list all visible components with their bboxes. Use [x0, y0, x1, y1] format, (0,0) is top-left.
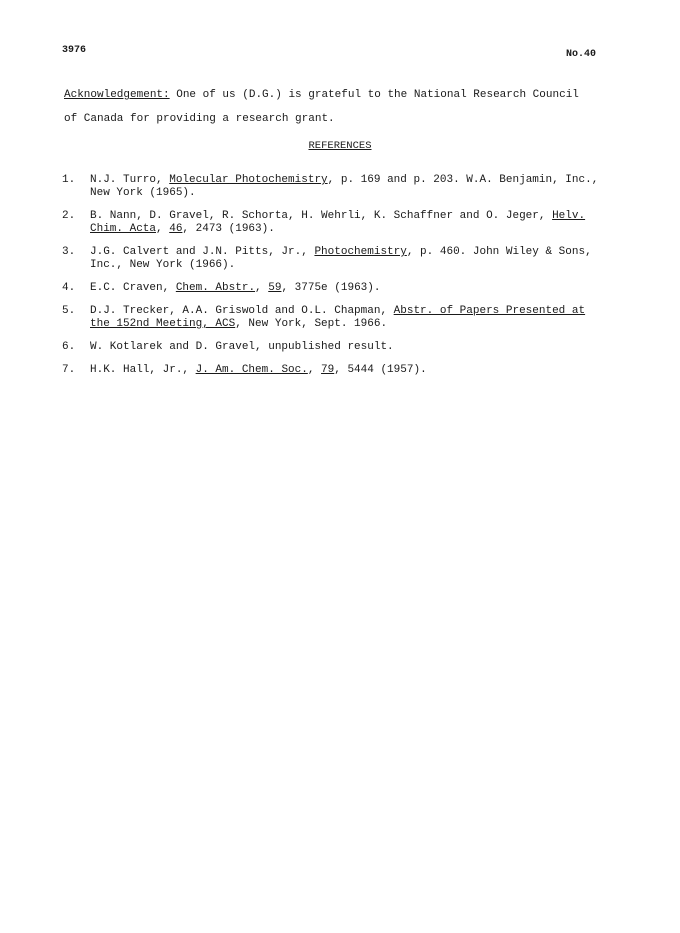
- acknowledgement-label: Acknowledgement:: [64, 89, 170, 101]
- reference-details: , p. 460. John Wiley & Sons,: [406, 246, 592, 258]
- reference-source-title: Abstr. of Papers Presented at: [393, 305, 586, 317]
- acknowledgement-line-1: [64, 83, 624, 107]
- reference-line: [90, 223, 622, 236]
- reference-journal: Chim. Acta: [90, 223, 157, 235]
- reference-number: 6.: [62, 341, 76, 353]
- reference-text: [90, 364, 622, 377]
- reference-authors: D.J. Trecker, A.A. Griswold and O.L. Chapman,: [90, 305, 394, 317]
- reference-text: [90, 246, 622, 272]
- reference-authors: E.C. Craven,: [90, 282, 176, 294]
- reference-line: [90, 174, 622, 187]
- reference-item-6: [62, 341, 622, 354]
- reference-line: [90, 282, 622, 295]
- reference-item-7: [62, 364, 622, 377]
- reference-number: 3.: [62, 246, 76, 258]
- reference-details: , 2473 (1963).: [182, 223, 275, 235]
- reference-volume: 46: [169, 223, 183, 235]
- page-number: 3976: [62, 45, 87, 56]
- reference-line: New York (1965).: [90, 187, 196, 199]
- reference-text: [90, 341, 622, 354]
- reference-number: 4.: [62, 282, 76, 294]
- reference-details: , 5444 (1957).: [334, 364, 427, 376]
- reference-number: 1.: [62, 174, 76, 186]
- reference-journal: Helv.: [552, 210, 586, 222]
- reference-item-3: [62, 246, 622, 272]
- reference-line: Inc., New York (1966).: [90, 259, 236, 271]
- reference-number: 5.: [62, 305, 76, 317]
- references-heading: REFERENCES: [308, 140, 372, 152]
- reference-separator: ,: [156, 223, 170, 235]
- references-list: [62, 174, 622, 387]
- reference-volume: 79: [321, 364, 335, 376]
- reference-text: [90, 282, 622, 295]
- reference-authors: B. Nann, D. Gravel, R. Schorta, H. Wehrli, K. Schaffner and O. Jeger,: [90, 210, 553, 222]
- reference-separator: ,: [307, 364, 322, 376]
- reference-separator: ,: [255, 282, 269, 294]
- reference-authors: H.K. Hall, Jr.,: [90, 364, 196, 376]
- reference-journal: J. Am. Chem. Soc.: [195, 364, 308, 376]
- reference-details: , New York, Sept. 1966.: [235, 318, 388, 330]
- reference-text: [90, 305, 622, 331]
- reference-item-2: [62, 210, 622, 236]
- acknowledgement-section: [64, 83, 624, 131]
- reference-number: 2.: [62, 210, 76, 222]
- journal-number: No.40: [565, 49, 596, 60]
- reference-authors: N.J. Turro,: [90, 174, 170, 186]
- reference-details: , p. 169 and p. 203. W.A. Benjamin, Inc.,: [327, 174, 599, 186]
- reference-line: [90, 364, 622, 377]
- reference-line: [90, 210, 622, 223]
- reference-item-4: [62, 282, 622, 295]
- reference-details: , 3775e (1963).: [281, 282, 381, 294]
- reference-book-title: Molecular Photochemistry: [169, 174, 328, 186]
- reference-line: [90, 305, 622, 318]
- reference-item-1: [62, 174, 622, 200]
- reference-source-title: the 152nd Meeting, ACS: [90, 318, 236, 330]
- reference-item-5: [62, 305, 622, 331]
- reference-text: [90, 210, 622, 236]
- reference-text: [90, 174, 622, 200]
- reference-book-title: Photochemistry: [314, 246, 407, 258]
- acknowledgement-text: One of us (D.G.) is grateful to the National Research Council: [169, 89, 579, 101]
- reference-authors: J.G. Calvert and J.N. Pitts, Jr.,: [90, 246, 315, 258]
- reference-line: W. Kotlarek and D. Gravel, unpublished result.: [90, 341, 394, 353]
- reference-volume: 59: [268, 282, 282, 294]
- reference-number: 7.: [62, 364, 76, 376]
- reference-line: [90, 318, 622, 331]
- acknowledgement-line-2: of Canada for providing a research grant.: [64, 113, 335, 125]
- reference-journal: Chem. Abstr.: [175, 282, 256, 294]
- reference-line: [90, 246, 622, 259]
